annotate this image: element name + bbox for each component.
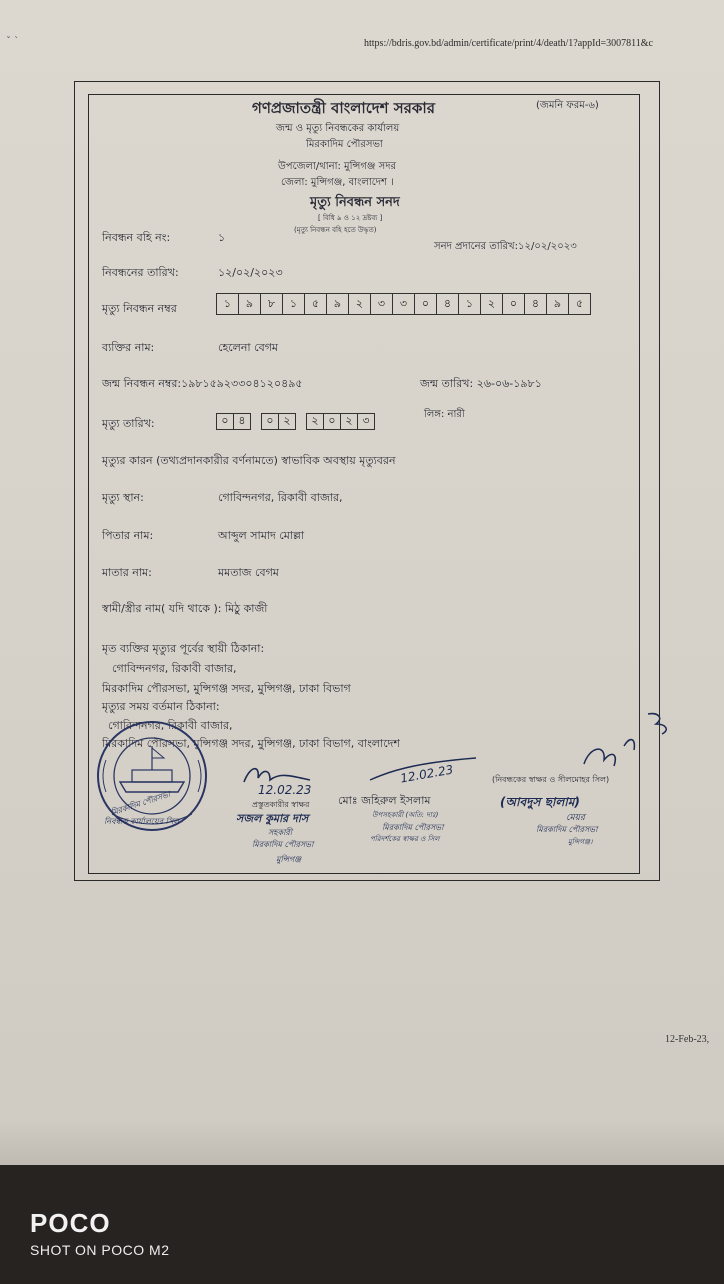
registrar-office-seal-label: নিবন্ধক কার্যালয়ের সিল [104, 817, 180, 826]
digit-box: ৪ [436, 293, 459, 315]
registration-date-label: নিবন্ধনের তারিখ: [102, 266, 179, 279]
mother-label: মাতার নাম: [102, 566, 152, 579]
digit-box: ২ [340, 413, 358, 430]
digit-box: ০ [502, 293, 525, 315]
registration-date-value: ১২/০২/২০২৩ [218, 266, 283, 279]
digit-box: ৩ [357, 413, 375, 430]
preparer-date: 12.02.23 [258, 783, 312, 797]
digit-box: ২ [480, 293, 503, 315]
upazila-line: উপজেলা/থানা: মুন্সিগঞ্জ সদর [278, 161, 396, 172]
registrar-org: মিরকাদিম পৌরসভা [536, 825, 598, 834]
digit-box: ০ [216, 413, 234, 430]
officer-name: মোঃ জহিরুল ইসলাম [338, 794, 431, 807]
officer-date: 12.02.23 [399, 762, 455, 786]
digit-box: ৩ [392, 293, 415, 315]
digit-box: ১ [216, 293, 239, 315]
camera-brand-watermark: POCO [30, 1208, 111, 1238]
father-value: আব্দুল সামাদ মোল্লা [218, 529, 305, 542]
death-date-label: মৃত্যু তারিখ: [102, 417, 155, 430]
office-title: জন্ম ও মৃত্যু নিবন্ধকের কার্যালয় [276, 123, 400, 134]
name-value: হেলেনা বেগম [218, 341, 279, 354]
digit-box: ৩ [370, 293, 393, 315]
digit-box: ১ [282, 293, 305, 315]
digit-box: ৪ [233, 413, 251, 430]
birth-reg-number: জন্ম নিবন্ধন নম্বর:১৯৮১৫৯২৩৩০৪১২০৪৯৫ [102, 377, 303, 390]
sex: লিঙ্গ: নারী [424, 409, 465, 420]
permanent-address-line1: গোবিন্দনগর, রিকাবী বাজার, [112, 662, 237, 675]
registrar-title: মেয়র [566, 813, 585, 823]
preparer-stamp-name: সজল কুমার দাস [236, 812, 309, 825]
name-label: ব্যক্তির নাম: [102, 341, 155, 354]
digit-box: ২ [306, 413, 324, 430]
date-of-birth: জন্ম তারিখ: ২৬-০৬-১৯৮১ [420, 377, 542, 390]
current-address-label: মৃত্যুর সময় বর্তমান ঠিকানা: [102, 700, 220, 713]
digit-box: ২ [348, 293, 371, 315]
book-number-label: নিবন্ধন বহি নং: [102, 231, 171, 244]
cause-of-death: মৃত্যুর কারন (তথ্যপ্রদানকারীর বর্ণনামতে) স্বাভাবিক অবস্থায় মৃত্যুবরন [102, 454, 396, 467]
officer-title: উপসহকারী (অতি: দাঃ) [372, 811, 439, 819]
father-label: পিতার নাম: [102, 529, 154, 542]
digit-box: ২ [278, 413, 296, 430]
registrar-place: মুন্সিগঞ্জ। [568, 838, 593, 846]
print-url: https://bdris.gov.bd/admin/certificate/print/4/death/1?appId=3007811&c [364, 38, 653, 49]
digit-box: ৯ [546, 293, 569, 315]
district-line: জেলা: মুন্সিগঞ্জ, বাংলাদেশ । [281, 177, 394, 188]
officer-signature-label: পরিদর্শকের স্বাক্ষর ও সিল [370, 835, 440, 843]
current-address-line2: মিরকাদিম পৌরসভা, মুন্সিগঞ্জ সদর, মুন্সিগঞ্জ, ঢাকা বিভাগ, বাংলাদেশ [102, 737, 400, 750]
issue-date: সনদ প্রদানের তারিখ:১২/০২/২০২৩ [434, 241, 577, 252]
digit-box: ১ [458, 293, 481, 315]
permanent-address-label: মৃত ব্যক্তির মৃত্যুর পূর্বের স্থায়ী ঠিকানা: [102, 642, 265, 655]
camera-caption-watermark: SHOT ON POCO M2 [30, 1242, 170, 1258]
death-place-label: মৃত্যু স্থান: [102, 491, 144, 504]
officer-org: মিরকাদিম পৌরসভা [382, 823, 444, 832]
form-number: (জমনি ফরম-৬) [536, 100, 599, 111]
death-reg-label: মৃত্যু নিবন্ধন নম্বর [102, 302, 177, 315]
digit-box: ৫ [568, 293, 591, 315]
preparer-stamp-title: সহকারী [268, 828, 293, 837]
source-note: (মৃত্যু নিবন্ধন বহি হতে উদ্ধৃত) [294, 226, 377, 234]
death-date-boxes [217, 413, 375, 430]
certificate-title: মৃত্যু নিবন্ধন সনদ [310, 195, 400, 210]
book-number-value: ১ [218, 231, 226, 244]
seal-text: মিরকাদিম পৌরসভা [109, 789, 172, 818]
government-title: গণপ্রজাতন্ত্রী বাংলাদেশ সরকার [252, 99, 435, 117]
preparer-stamp-place: মুন্সিগঞ্জ [276, 855, 302, 864]
current-address-line1: গোবিন্দনগর, রিকাবী বাজার, [108, 719, 233, 732]
print-mark: ˇ ` [6, 36, 20, 47]
digit-box: ৯ [326, 293, 349, 315]
municipality-title: মিরকাদিম পৌরসভা [306, 139, 383, 150]
digit-box: ৯ [238, 293, 261, 315]
digit-box: ৮ [260, 293, 283, 315]
rule-reference: [ বিধি ৯ ও ১২ দ্রষ্টব্য ] [318, 214, 383, 222]
spouse-name: স্বামী/স্ত্রীর নাম( যদি থাকে ): মিঠু কাজী [102, 602, 268, 615]
death-reg-number-boxes [217, 293, 591, 315]
mother-value: মমতাজ বেগম [218, 566, 279, 579]
digit-box: ৪ [524, 293, 547, 315]
digit-box: ০ [414, 293, 437, 315]
preparer-stamp-org: মিরকাদিম পৌরসভা [252, 840, 314, 849]
death-place-value: গোবিন্দনগর, রিকাবী বাজার, [218, 491, 343, 504]
registrar-name: (আবদুস ছালাম) [500, 795, 580, 809]
registrar-signature-icon [578, 706, 688, 786]
digit-box: ০ [261, 413, 279, 430]
permanent-address-line2: মিরকাদিম পৌরসভা, মুন্সিগঞ্জ সদর, মুন্সিগঞ্জ, ঢাকা বিভাগ [102, 682, 351, 695]
digit-box: ০ [323, 413, 341, 430]
digit-box: ৫ [304, 293, 327, 315]
registrar-label: (নিবন্ধকের স্বাক্ষর ও সীলমোহর সিল) [492, 775, 610, 784]
print-date: 12-Feb-23, [665, 1034, 710, 1045]
paper-fold [0, 1118, 724, 1165]
preparer-label: প্রস্তুতকারীর স্বাক্ষর [252, 800, 310, 809]
